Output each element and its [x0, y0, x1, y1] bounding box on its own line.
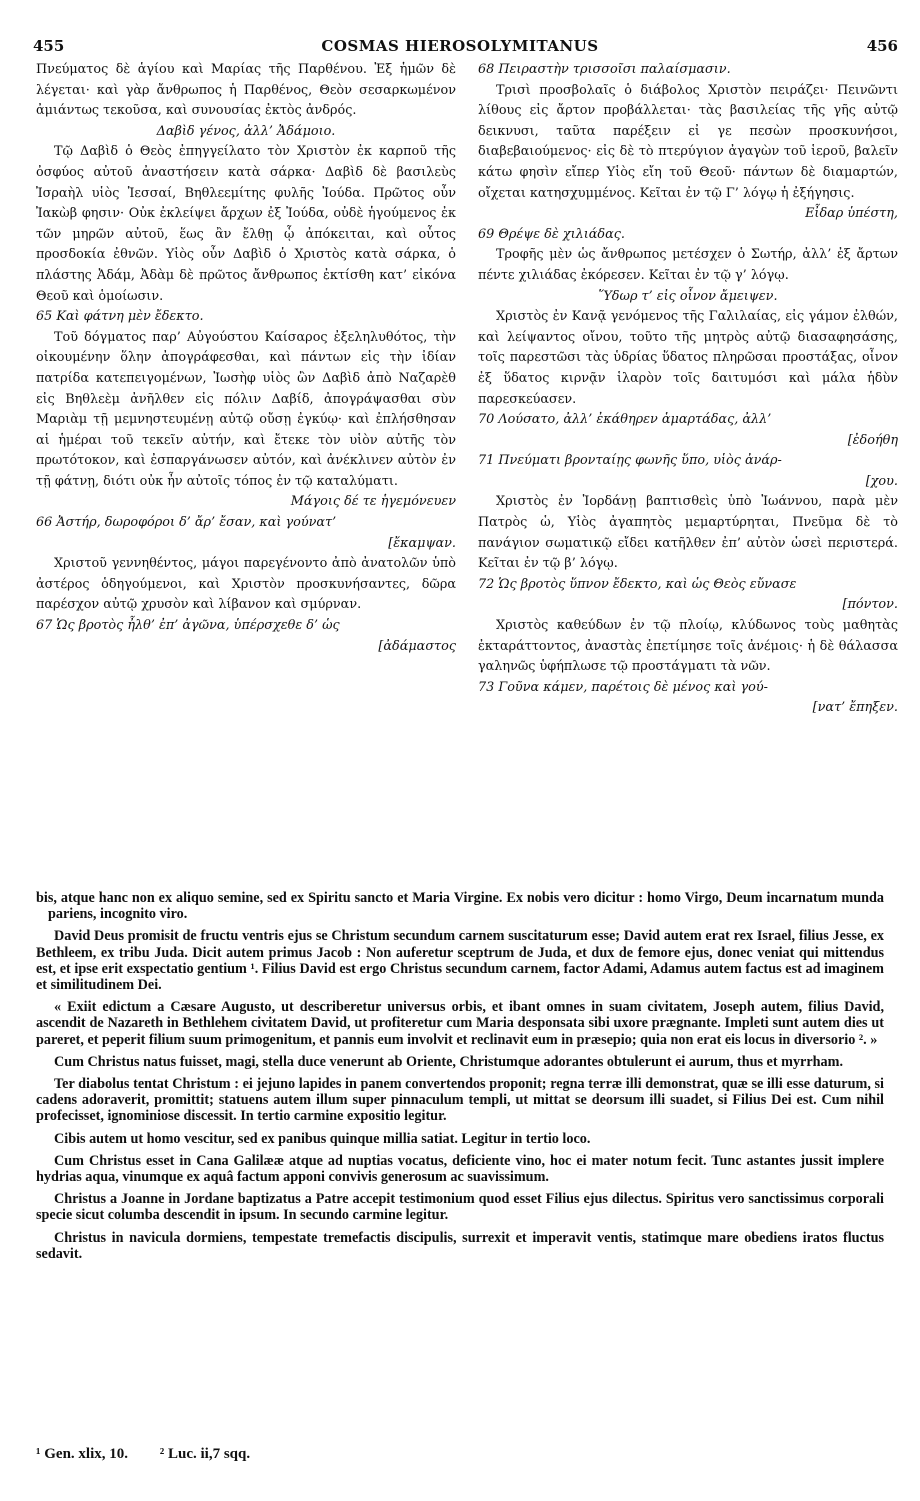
latin-paragraph: Ter diabolus tentat Christum : ei jejuno lapides in panem convertendos proponit; regna terræ illi demonstrat, quæ se illi esse daturum, si cadens adoraverit, promittit; statuens autem illum super pinnaculum templi, ut mittat se deorsum illi suadet, si Filius Dei est. Cum nihil profecisset, ignominiose discessit. In tertio carmine expositio legitur.: [36, 1076, 884, 1125]
greek-paragraph: Τρισὶ προσβολαῖς ὁ διάβολος Χριστὸν πειράζει· Πεινῶντι λίθους εἰς ἄρτον προβάλλεται· τὰς βασιλείας τῆς γῆς αὐτῷ δεικνυσι, ταῦτα παρέξειν εἰ γε πεσὼν προσκυνήσοι, διαβεβαιούμενος· εἰς δὲ τὸ πτερύγιον ἀγαγὼν τοῦ ἱεροῦ, βαλεῖν κάτω φησὶν εἴπερ Υἱὸς εἴη τοῦ Θεοῦ· πάντων δὲ διαμαρτών, οἴχεται κατησχυμμένος. Κεῖται ἐν τῷ Γ’ λόγῳ ἡ ἐξήγησις.: [478, 82, 898, 201]
greek-paragraph: Μάγοις δέ τε ἡγεμόνευεν: [290, 494, 456, 510]
latin-paragraph: Christus in navicula dormiens, tempestate tremefactis discipulis, surrexit et imperavit ventis, statimque mare obediens iratos fluctus sedavit.: [36, 1229, 884, 1262]
latin-paragraph: Cum Christus natus fuisset, magi, stella duce venerunt ab Oriente, Christumque adorantes obtulerunt ei aurum, thus et myrrham.: [54, 1053, 843, 1070]
greek-column-left: [36, 60, 456, 657]
footnote-2: ² Luc. ii,7 sqq.: [159, 1446, 251, 1462]
greek-paragraph: Τοῦ δόγματος παρ’ Αὐγούστου Καίσαρος ἐξεληλυθότος, τὴν οἰκουμένην ὅλην ἀπογράφεσθαι, καὶ πάντων εἰς τὴν ἰδίαν πατρίδα κατεπειγομένων, Ἰωσὴφ υἱὸς ὢν Δαβὶδ ἀπὸ Ναζαρὲθ εἰς Βηθλεὲμ ἀνῆλθεν εἰς πόλιν Δαβίδ, ἀπογράψασθαι σὺν Μαριὰμ τῇ μεμνηστευμένῃ αὐτῷ οὔσῃ ἐγκύῳ· καὶ ἐπλήσθησαν αἱ ἡμέραι τοῦ τεκεῖν αὐτήν, καὶ ἔτεκε τὸν υἱὸν αὐτῆς τὸν πρωτότοκον, καὶ ἐσπαργάνωσεν αὐτόν, καὶ ἀνέκλινεν αὐτὸν ἐν τῇ φάτνῃ, διότι οὐκ ἦν αὐτοῖς τόπος ἐν τῷ καταλύματι.: [36, 329, 456, 489]
greek-paragraph: 66 Ἀστήρ, δωροφόροι δ’ ἄρ’ ἔσαν, καὶ γούνατ’: [36, 515, 337, 531]
greek-paragraph: 71 Πνεύματι βρονταίῃς φωνῆς ὕπο, υἱὸς ἀνάρ-: [478, 453, 782, 469]
footnotes: [36, 1446, 278, 1463]
footnote-1: ¹ Gen. xlix, 10.: [36, 1446, 128, 1462]
page-number-right: 456: [866, 37, 898, 55]
latin-paragraph: Cibis autem ut homo vescitur, sed ex panibus quinque millia satiat. Legitur in tertio loco.: [54, 1130, 591, 1147]
greek-paragraph: 73 Γοῦνα κάμεν, παρέτοις δὲ μένος καὶ γού-: [478, 679, 768, 695]
greek-paragraph: 65 Καὶ φάτνη μὲν ἔδεκτο.: [36, 309, 204, 325]
latin-paragraph: Cum Christus esset in Cana Galilææ atque ad nuptias vocatus, deficiente vino, hoc ei mater notum fecit. Tunc astantes jussit implere hydrias aqua, vinumque ex aquâ factum apponi convivis generosum ac suavissimum.: [36, 1152, 884, 1186]
latin-paragraph: Christus a Joanne in Jordane baptizatus a Patre accepit testimonium quod esset Filius ejus dilectus. Spiritus vero sanctissimus corporali specie sicut columba descendit in ipsum. In secundo carmine legitur.: [36, 1191, 884, 1224]
latin-paragraph: bis, atque hanc non ex aliquo semine, sed ex Spiritu sancto et Maria Virgine. Ex nobis vero dicitur : homo Virgo, Deum incarnatum munda pariens, incognito viro.: [36, 890, 884, 923]
greek-paragraph: [ἀδάμαστος: [378, 638, 456, 654]
greek-paragraph: Χριστὸς καθεύδων ἐν τῷ πλοίῳ, κλύδωνος τοὺς μαθητὰς ἐκταράττοντος, ἀναστὰς ἐπετίμησε τοῖς ἀνέμοις· ἡ δὲ θάλασσα γαληνῶς ὑφήπλωσε τῷ προστάγματι τὰ νῶν.: [478, 618, 898, 675]
greek-paragraph: Χριστὸς ἐν Ἰορδάνῃ βαπτισθεὶς ὑπὸ Ἰωάννου, παρὰ μὲν Πατρὸς ὡ, Υἱὸς ἀγαπητὸς μεμαρτύρηται, Πνεῦμα δὲ τὸ πανάγιον σωματικῷ εἴδει κατῆλθεν ἐπ’ αὐτὸν ὡσεὶ περιστερά. Κεῖται ἐν τῷ β’ λόγῳ.: [478, 494, 898, 572]
greek-paragraph: Τροφῆς μὲν ὡς ἄνθρωπος μετέσχεν ὁ Σωτήρ, ἀλλ’ ἐξ ἄρτων πέντε χιλιάδας ἐκόρεσεν. Κεῖται ἐν τῷ γ’ λόγῳ.: [478, 247, 898, 283]
greek-paragraph: Ὕδωρ τ’ εἰς οἶνον ἄμειψεν.: [598, 288, 778, 304]
greek-paragraph: [χου.: [865, 473, 898, 489]
greek-paragraph: 69 Θρέψε δὲ χιλιάδας.: [478, 226, 625, 242]
greek-paragraph: Τῷ Δαβὶδ ὁ Θεὸς ἐπηγγείλατο τὸν Χριστὸν ἐκ καρποῦ τῆς ὀσφύος αὐτοῦ ἀναστήσειν κατὰ σάρκα· Δαβὶδ δὲ βασιλεὺς Ἰσραὴλ υἱὸς Ἰεσσαί, Βηθλεεμίτης φυλῆς Ἰούδα. Πρῶτος οὖν Ἰακὼβ φησιν· Οὐκ ἐκλείψει ἄρχων ἐξ Ἰούδα, οὐδὲ ἡγούμενος ἐκ τῶν μηρῶν αὐτοῦ, ἕως ἂν ἔλθῃ ᾧ ἀπόκειται, καὶ οὗτος προσδοκία ἐθνῶν. Υἱὸς οὖν Δαβὶδ ὁ Χριστὸς κατὰ σάρκα, ὁ πλάστης Ἀδάμ, Ἀδὰμ δὲ πρῶτος ἄνθρωπος ἐκτίσθη κατ’ εἰκόνα Θεοῦ καὶ ὁμοίωσιν.: [36, 144, 456, 304]
greek-paragraph: Χριστοῦ γεννηθέντος, μάγοι παρεγένοντο ἀπὸ ἀνατολῶν ὑπὸ ἀστέρος ὁδηγούμενοι, καὶ Χριστὸν προσκυνήσαντες, δῶρα παρέσχον αὐτῷ χρυσὸν καὶ λίβανον καὶ σμύρναν.: [36, 556, 456, 613]
greek-paragraph: 68 Πειραστὴν τρισσοῖσι παλαίσμασιν.: [478, 62, 731, 77]
greek-paragraph: [νατ’ ἔπηξεν.: [812, 700, 898, 716]
greek-paragraph: 72 Ὡς βροτὸς ὕπνον ἔδεκτο, καὶ ὡς Θεὸς εὔνασε: [478, 576, 797, 592]
greek-paragraph: [πόντον.: [842, 597, 898, 613]
greek-column-right: [478, 60, 898, 719]
greek-paragraph: [ἔκαμψαν.: [388, 535, 456, 551]
latin-paragraph: « Exiit edictum a Cæsare Augusto, ut describeretur universus orbis, et ibant omnes in suam civitatem, Joseph autem, filius David, ascendit de Nazareth in Bethlehem civitatem David, ut profiteretur cum Maria desponsata sibi uxore prægnante. Impleti sunt autem dies ut pareret, et peperit filium suum primogenitum, et pannis eum involvit et reclinavit eum in præsepio; quia non erat eis locus in diversorio ². »: [36, 999, 884, 1048]
latin-paragraph: David Deus promisit de fructu ventris ejus se Christum secundum carnem suscitaturum esse; David autem erat rex Israel, filius Jesse, ex Bethleem, ex tribu Juda. Dicit autem primus Jacob : Non auferetur sceptrum de Juda, et dux de femore ejus, donec veniat qui mittendus est, et ipse erit exspectatio gentium ¹. Filius David est ergo Christus secundum carnem, factor Adami, Adamus autem factus est ad imaginem et similitudinem Dei.: [36, 928, 884, 994]
greek-paragraph: Χριστὸς ἐν Κανᾷ γενόμενος τῆς Γαλιλαίας, εἰς γάμον ἐλθών, καὶ λείψαντος οἴνου, τοῦτο τῆς μητρὸς αὐτῷ διασαφησάσης, τοῖς παρεστῶσι τὰς ὑδρίας ὕδατος πληρῶσαι προστάξας, οἶνον ἐξ ὕδατος κιρνᾷν ἱλαρὸν τοῖς δαιτυμόσι καὶ μάλα ἡδὺν παρεσκεύασεν.: [478, 309, 898, 407]
running-title: COSMAS HIEROSOLYMITANUS: [321, 37, 599, 55]
page-header: [0, 37, 920, 57]
greek-paragraph: Εἶδαρ ὑπέστη,: [805, 206, 898, 222]
page-number-left: 455: [33, 37, 65, 55]
greek-paragraph: Δαβὶδ γένος, ἀλλ’ Ἀδάμοιο.: [156, 123, 336, 139]
greek-paragraph: 67 Ὡς βροτὸς ἦλθ’ ἐπ’ ἀγῶνα, ὑπέρσχεθε δ’ ὡς: [36, 618, 340, 634]
greek-paragraph: 70 Λούσατο, ἀλλ’ ἐκάθηρεν ἁμαρτάδας, ἀλλ’: [478, 412, 772, 428]
greek-paragraph: Πνεύματος δὲ ἁγίου καὶ Μαρίας τῆς Παρθένου. Ἐξ ἡμῶν δὲ λέγεται· καὶ γὰρ ἄνθρωπος ἡ Παρθένος, Θεὸν σεσαρκωμένον ἀμιάντως τεκοῦσα, καὶ συνουσίας ἐκτὸς ἀνδρός.: [36, 62, 456, 119]
latin-translation: [36, 890, 884, 1268]
greek-paragraph: [ἐδοήθη: [847, 432, 898, 448]
